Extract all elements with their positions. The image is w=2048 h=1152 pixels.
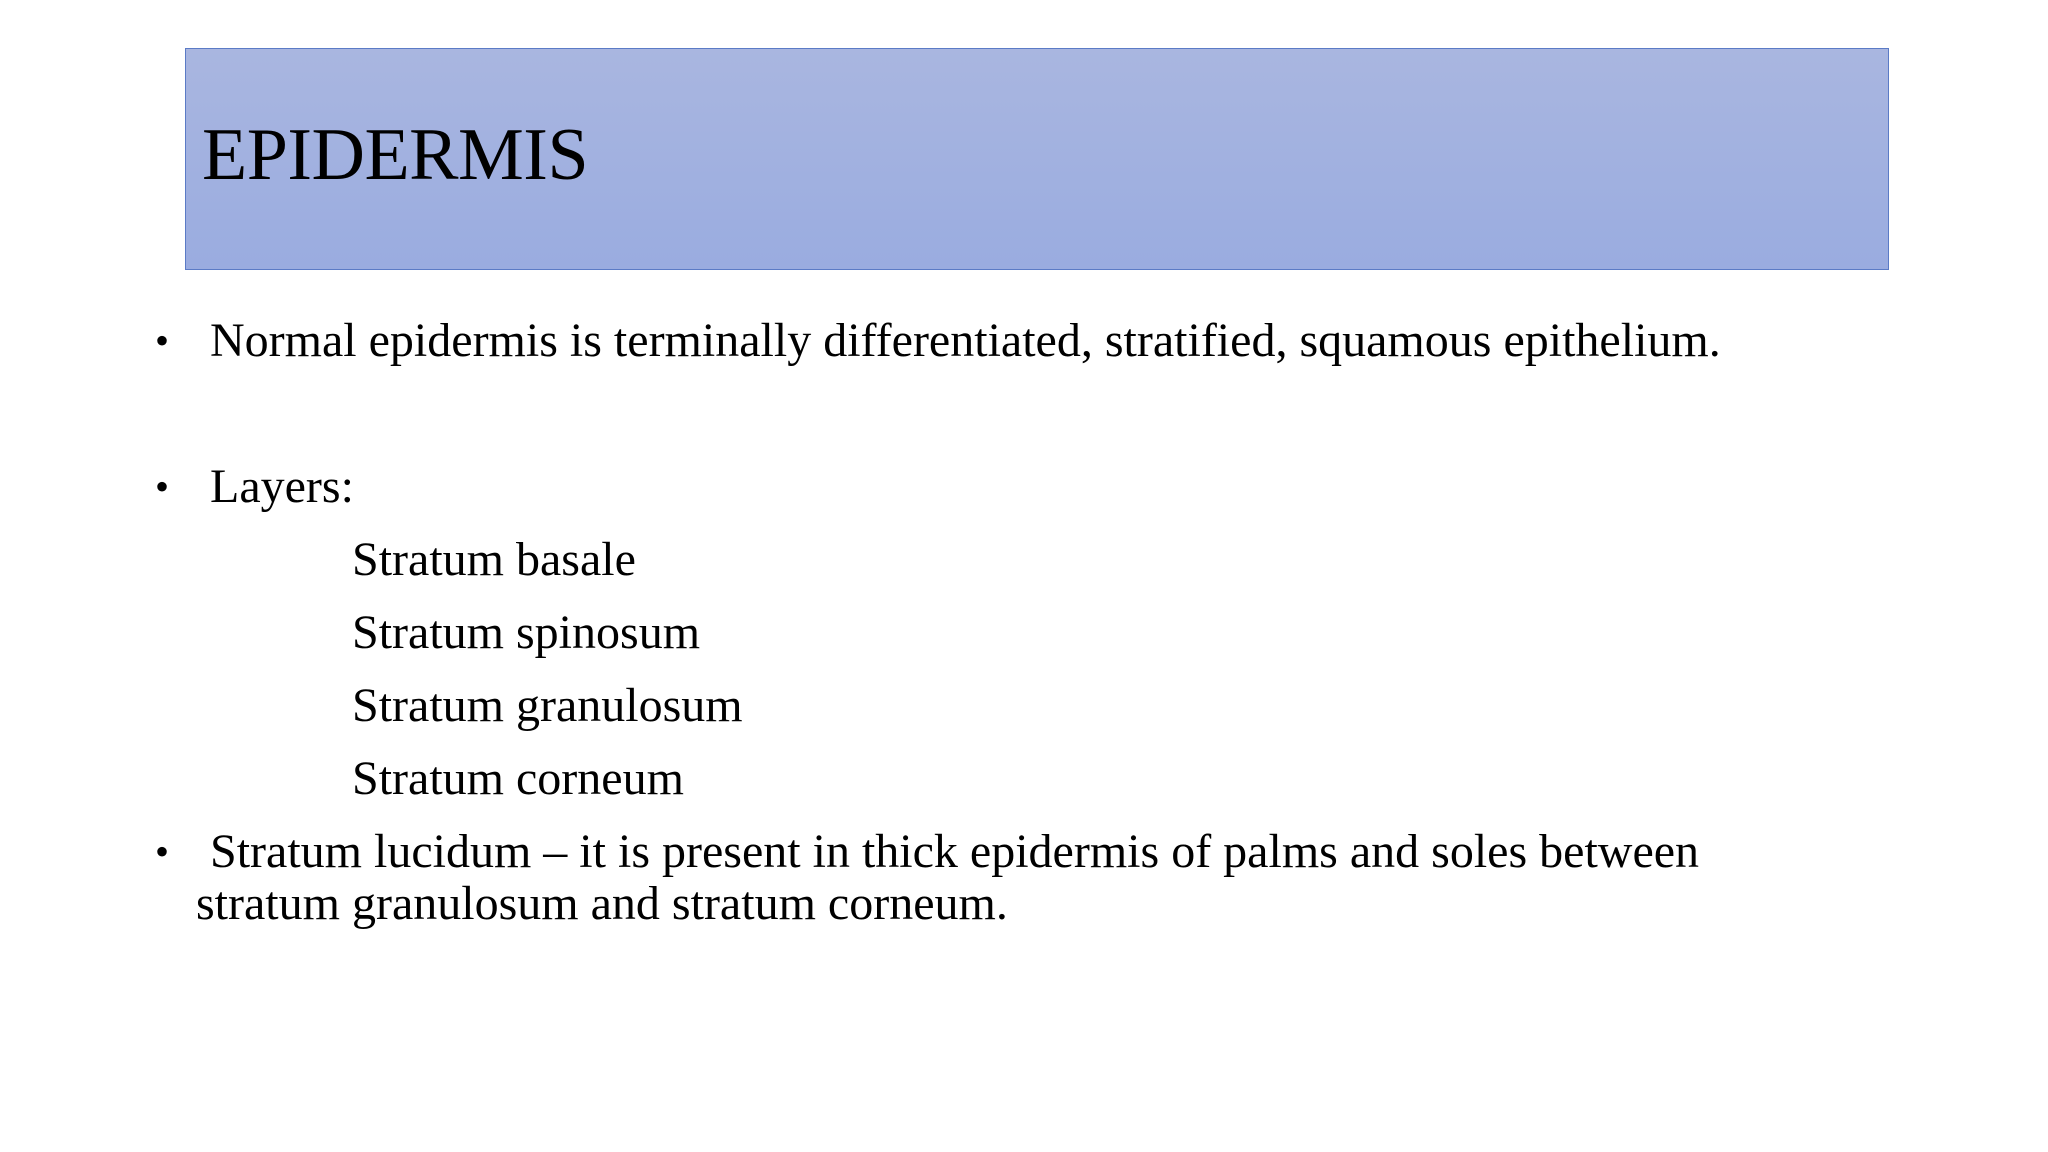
bullet-text: Stratum lucidum – it is present in thick epidermis of palms and soles between <box>210 825 1700 878</box>
layer-item: Stratum granulosum <box>352 679 743 732</box>
layer-item: Stratum spinosum <box>352 606 701 659</box>
bullet-icon: • <box>155 318 170 363</box>
layer-item: Stratum basale <box>352 533 636 586</box>
slide-title: EPIDERMIS <box>202 114 589 196</box>
bullet-icon: • <box>155 464 170 509</box>
bullet-text: Normal epidermis is terminally differentiated, stratified, squamous epithelium. <box>210 314 1721 367</box>
bullet-icon: • <box>155 829 170 874</box>
bullet-text-continuation: stratum granulosum and stratum corneum. <box>196 877 1008 930</box>
bullet-text: Layers: <box>210 460 354 513</box>
layer-item: Stratum corneum <box>352 752 684 805</box>
